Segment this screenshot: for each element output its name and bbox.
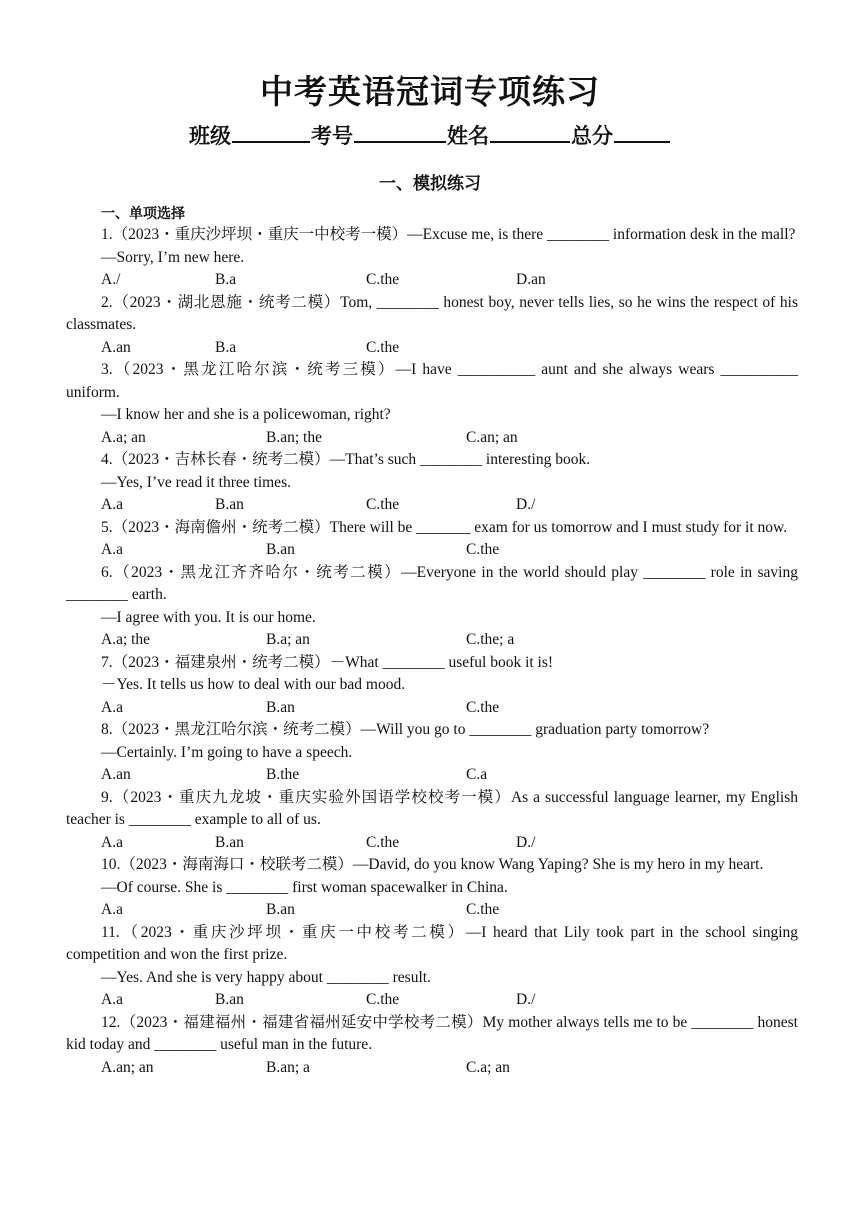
name-blank (490, 121, 570, 143)
question-list (66, 224, 798, 1079)
question-reply: —Yes. And she is very happy about ________ result. (101, 968, 431, 986)
option-a: A./ (101, 271, 121, 288)
options-row (66, 764, 798, 787)
question-stem: 2.（2023・湖北恩施・统考二模）Tom, ________ honest boy, never tells lies, so he wins the respect of his classmates. (66, 293, 798, 333)
option-d: D./ (516, 833, 536, 851)
question (66, 787, 798, 855)
question-reply: —Of course. She is ________ first woman spacewalker in China. (101, 878, 508, 896)
option-c: C.the (466, 541, 500, 558)
option-d: D./ (516, 991, 536, 1008)
question-reply: —Certainly. I’m going to have a speech. (101, 743, 353, 761)
question (66, 854, 798, 922)
question (66, 1012, 798, 1080)
options-row (66, 427, 798, 450)
options-row (66, 629, 798, 652)
option-b: B.an; the (266, 428, 322, 446)
question-reply: －Yes. It tells us how to deal with our bad mood. (101, 676, 406, 693)
options-row (66, 989, 798, 1012)
question-stem: 1.（2023・重庆沙坪坝・重庆一中校考一模）—Excuse me, is there ________ information desk in the mall? (101, 226, 796, 243)
question-stem: 10.（2023・海南海口・校联考二模）—David, do you know Wang Yaping? She is my hero in my heart. (101, 856, 764, 873)
options-row (66, 1057, 798, 1080)
option-c: C.the; a (466, 631, 515, 648)
option-b: B.an (215, 496, 244, 513)
option-b: B.an (266, 698, 295, 716)
option-b: B.a (215, 338, 237, 356)
options-row (66, 832, 798, 855)
question (66, 224, 798, 292)
option-a: A.a (101, 541, 123, 558)
question (66, 517, 798, 562)
number-label: 考号 (311, 124, 353, 148)
number-blank (354, 121, 446, 143)
options-row (66, 337, 798, 360)
option-c: C.an; an (466, 428, 518, 446)
option-b: B.an (215, 833, 244, 851)
question (66, 359, 798, 449)
question-stem: 4.（2023・吉林长春・统考二模）—That’s such ________ interesting book. (101, 451, 591, 468)
options-row (66, 899, 798, 922)
name-label: 姓名 (447, 124, 489, 148)
question (66, 922, 798, 1012)
question-stem: 7.（2023・福建泉州・统考二模）－What ________ useful book it is! (101, 653, 554, 671)
score-label: 总分 (571, 124, 613, 148)
part-title: 一、单项选择 (101, 206, 185, 222)
question-stem: 6.（2023・黑龙江齐齐哈尔・统考二模）—Everyone in the world should play ________ role in saving ________ earth. (66, 563, 798, 603)
option-c: C.the (366, 338, 400, 356)
question (66, 652, 798, 720)
class-blank (232, 121, 310, 143)
question-stem: 5.（2023・海南儋州・统考二模）There will be _______ exam for us tomorrow and I must study for it now. (101, 518, 788, 536)
question-stem: 8.（2023・黑龙江哈尔滨・统考二模）—Will you go to ________ graduation party tomorrow? (101, 721, 710, 738)
option-a: A.a (101, 991, 123, 1008)
options-row (66, 539, 798, 562)
option-a: A.a (101, 833, 123, 851)
option-a: A.an (101, 338, 131, 356)
option-a: A.an; an (101, 1058, 154, 1076)
question-stem: 12.（2023・福建福州・福建省福州延安中学校考二模）My mother always tells me to be ________ honest kid today and ________ useful man in the future. (66, 1013, 798, 1053)
question (66, 719, 798, 787)
question-reply: —I agree with you. It is our home. (101, 608, 316, 626)
option-c: C.the (366, 833, 400, 851)
option-a: A.a; the (101, 631, 151, 648)
option-c: C.the (366, 991, 400, 1008)
option-a: A.a (101, 901, 123, 918)
option-b: B.a (215, 271, 237, 288)
option-b: B.an (266, 541, 295, 558)
question-reply: —Yes, I’ve read it three times. (101, 473, 291, 491)
option-c: C.a (466, 766, 488, 783)
page-title: 中考英语冠词专项练习 (260, 72, 600, 111)
option-a: A.an (101, 766, 131, 783)
question-reply: —Sorry, I’m new here. (101, 248, 245, 266)
question-stem: 3.（2023・黑龙江哈尔滨・统考三模）—I have __________ aunt and she always wears __________ uniform. (66, 361, 798, 401)
option-c: C.a; an (466, 1058, 510, 1076)
question (66, 292, 798, 360)
question (66, 449, 798, 517)
question (66, 562, 798, 652)
class-label: 班级 (189, 124, 231, 148)
option-c: C.the (466, 901, 500, 918)
question-stem: 9.（2023・重庆九龙坡・重庆实验外国语学校校考一模）As a successful language learner, my English teacher is ________ example to all of us. (66, 788, 798, 828)
option-c: C.the (366, 496, 400, 513)
options-row (66, 697, 798, 720)
question-reply: —I know her and she is a policewoman, right? (101, 406, 391, 423)
option-a: A.a; an (101, 428, 146, 446)
option-c: C.the (366, 271, 400, 288)
score-blank (614, 121, 670, 143)
options-row (66, 494, 798, 517)
option-a: A.a (101, 698, 123, 716)
option-d: D./ (516, 496, 536, 513)
question-stem: 11.（2023・重庆沙坪坝・重庆一中校考二模）—I heard that Lily took part in the school singing competition and won the first prize. (66, 923, 798, 963)
option-a: A.a (101, 496, 123, 513)
option-b: B.an; a (266, 1058, 310, 1076)
section-title: 一、模拟练习 (379, 174, 481, 194)
option-b: B.the (266, 766, 300, 783)
option-d: D.an (516, 271, 546, 288)
option-b: B.a; an (266, 631, 310, 648)
option-b: B.an (266, 901, 295, 918)
student-info-line (0, 120, 860, 150)
options-row (66, 269, 798, 292)
option-b: B.an (215, 991, 244, 1008)
option-c: C.the (466, 698, 500, 716)
